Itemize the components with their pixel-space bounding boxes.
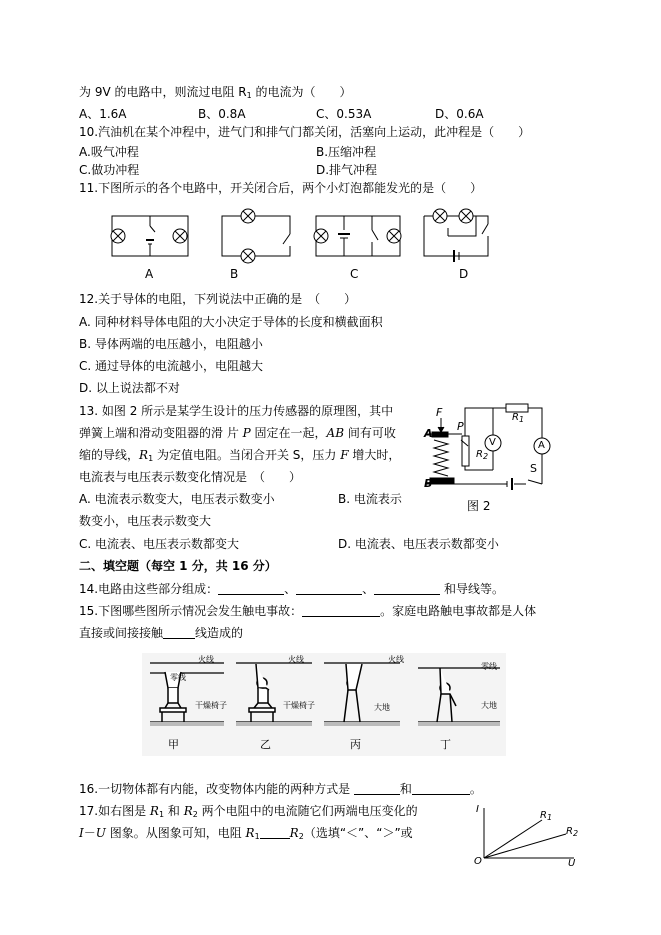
shock-label-zero-1: 零线 xyxy=(170,673,186,682)
q16-line: 16.一切物体都有内能，改变物体内能的两种方式是 和 。 xyxy=(79,782,482,796)
circuit-label-a: A xyxy=(145,267,154,281)
q15-line-1: 15.下图哪些图所示情况会发生触电事故： 。家庭电路触电事故都是人体 xyxy=(79,604,537,618)
q10-stem: 10.汽油机在某个冲程中，进气门和排气门都关闭，活塞向上运动，此冲程是（ ） xyxy=(79,125,531,139)
q13-line-4: 电流表与电压表示数变化情况是 （ ） xyxy=(79,470,302,484)
q9-option-b: B、0.8A xyxy=(198,107,246,121)
iu-graph-r2-label: $R_2$ xyxy=(566,826,579,838)
fig2-label-p: P xyxy=(457,420,464,433)
iu-graph-r1-label: $R_1$ xyxy=(540,810,553,822)
fig2-label-s: S xyxy=(530,462,537,475)
q13-option-b-cont: 数变小，电压表示数变大 xyxy=(79,514,212,528)
q10-option-b: B.压缩冲程 xyxy=(316,145,377,159)
q10-option-d: D.排气冲程 xyxy=(316,163,378,177)
q13-line-1: 13. 如图 2 所示是某学生设计的压力传感器的原理图，其中 xyxy=(79,404,394,418)
q13-option-b: B. 电流表示 xyxy=(338,492,402,506)
q9-option-a: A、1.6A xyxy=(79,107,127,121)
q12-option-d: D. 以上说法都不对 xyxy=(79,381,180,395)
q17-line-1: 17.如右图是 $R_1$ 和 $R_2$ 两个电阻中的电流随它们两端电压变化的 xyxy=(79,804,418,819)
q9-stem: 为 9V 的电路中，则流过电阻 $R_1$ 的电流为（ ） xyxy=(79,85,352,100)
fig2-label-r2: $R_2$ xyxy=(476,449,489,461)
shock-panel-bing: 丙 xyxy=(350,738,361,751)
q10-option-c: C.做功冲程 xyxy=(79,163,140,177)
q17-line-2: I－U 图象。从图象可知，电阻 $R_1$ $R_2$（选填“＜”、“＞”或 xyxy=(79,826,413,841)
shock-panel-jia: 甲 xyxy=(168,738,179,751)
shock-label-fire-1: 火线 xyxy=(198,655,214,664)
fig2-caption: 图 2 xyxy=(467,499,491,513)
q11-stem: 11.下图所示的各个电路中，开关闭合后，两个小灯泡都能发光的是（ ） xyxy=(79,181,483,195)
q14-line: 14.电路由这些部分组成： 、 、 和导线等。 xyxy=(79,582,504,596)
fig2-label-b: B xyxy=(424,477,433,490)
shock-panel-yi: 乙 xyxy=(260,738,271,751)
shock-label-chair-1: 干燥椅子 xyxy=(195,701,227,710)
q13-line-3: 缩的导线，$R_1$ 为定值电阻。当闭合开关 S，压力 F 增大时， xyxy=(79,448,401,463)
shock-label-fire-3: 火线 xyxy=(388,655,404,664)
q13-line-2: 弹簧上端和滑动变阻器的滑 片 P 固定在一起，AB 间有可收 xyxy=(79,426,396,440)
shock-label-chair-2: 干燥椅子 xyxy=(283,701,315,710)
iu-graph-axis-i: I xyxy=(476,804,479,815)
fig2-label-r1: $R_1$ xyxy=(512,412,525,424)
circuit-label-d: D xyxy=(459,267,469,281)
q9-option-d: D、0.6A xyxy=(435,107,484,121)
circuit-label-b: B xyxy=(230,267,239,281)
fig2-voltmeter-label: V xyxy=(489,437,496,448)
shock-label-ground-4: 大地 xyxy=(481,701,497,710)
q12-option-b: B. 导体两端的电压越小，电阻越小 xyxy=(79,337,263,351)
q13-option-a: A. 电流表示数变大，电压表示数变小 xyxy=(79,492,275,506)
fig2-label-f: F xyxy=(436,406,443,419)
fig2-label-a: A xyxy=(424,427,433,440)
iu-graph-origin: O xyxy=(474,856,482,867)
circuit-label-c: C xyxy=(350,267,359,281)
fig2-ammeter-label: A xyxy=(538,440,545,451)
q9-option-c: C、0.53A xyxy=(316,107,372,121)
section-2-title: 二、填空题（每空 1 分，共 16 分） xyxy=(79,559,277,573)
q12-option-c: C. 通过导体的电流越小，电阻越大 xyxy=(79,359,264,373)
q10-option-a: A.吸气冲程 xyxy=(79,145,139,159)
shock-label-zero-4: 零线 xyxy=(481,662,497,671)
shock-label-ground-3: 大地 xyxy=(374,703,390,712)
q15-line-2: 直接或间接接触 线造成的 xyxy=(79,626,244,640)
iu-graph-axis-u: U xyxy=(568,858,576,869)
q13-option-c: C. 电流表、电压表示数都变大 xyxy=(79,537,240,551)
shock-panel-ding: 丁 xyxy=(440,738,451,751)
q12-option-a: A. 同种材料导体电阻的大小决定于导体的长度和横截面积 xyxy=(79,315,383,329)
shock-label-fire-2: 火线 xyxy=(288,655,304,664)
q13-option-d: D. 电流表、电压表示数都变小 xyxy=(338,537,499,551)
q12-stem: 12.关于导体的电阻，下列说法中正确的是 （ ） xyxy=(79,292,357,306)
